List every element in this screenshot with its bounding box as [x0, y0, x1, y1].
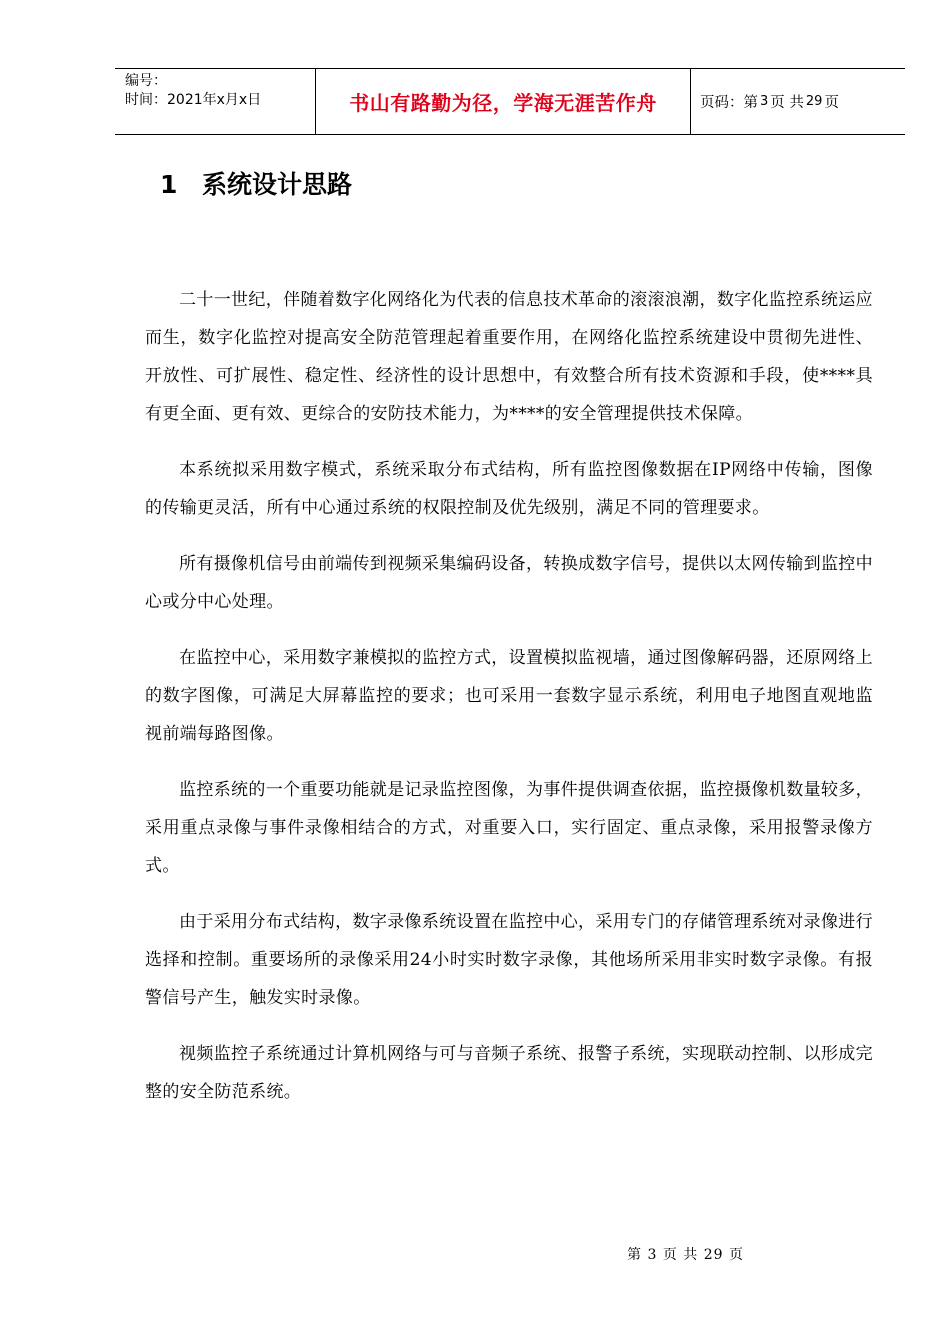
- header-page-total: 29: [805, 94, 823, 109]
- paragraph-5: 监控系统的一个重要功能就是记录监控图像，为事件提供调查依据，监控摄像机数量较多，采用重点录像与事件录像相结合的方式，对重要入口，实行固定、重点录像，采用报警录像方式。: [145, 780, 873, 876]
- footer-page-number: 第 3 页 共 29 页: [627, 1247, 744, 1263]
- section-number: 1: [160, 170, 178, 199]
- paragraph-6: 由于采用分布式结构，数字录像系统设置在监控中心，采用专门的存储管理系统对录像进行选择和控制。重要场所的录像采用24小时实时数字录像，其他场所采用非实时数字录像。有报警信号产生，触发实时录像。: [145, 912, 873, 1008]
- body-content: [145, 281, 873, 1129]
- page-header: [115, 68, 905, 135]
- header-motto-cell: [316, 69, 691, 134]
- section-title: 系统设计思路: [202, 170, 353, 199]
- page-footer: [0, 1244, 950, 1264]
- paragraph-4: 在监控中心，采用数字兼模拟的监控方式，设置模拟监视墙，通过图像解码器，还原网络上的数字图像，可满足大屏幕监控的要求；也可采用一套数字显示系统，利用电子地图直观地监视前端每路图像。: [145, 648, 873, 744]
- paragraph-1: 二十一世纪，伴随着数字化网络化为代表的信息技术革命的滚滚浪潮，数字化监控系统运应而生，数字化监控对提高安全防范管理起着重要作用，在网络化监控系统建设中贯彻先进性、开放性、可扩展性、稳定性、经济性的设计思想中，有效整合所有技术资源和手段，使****具有更全面、更有效、更综合的安防技术能力，为****的安全管理提供技术保障。: [145, 290, 873, 424]
- header-page-mid: 页 共: [770, 95, 804, 111]
- header-page-prefix: 页码：第: [700, 95, 758, 111]
- header-motto: 书山有路勤为径，学海无涯苦作舟: [349, 91, 657, 115]
- header-page-current: 3: [760, 94, 769, 109]
- header-meta-cell: [115, 69, 316, 134]
- paragraph-3: 所有摄像机信号由前端传到视频采集编码设备，转换成数字信号，提供以太网传输到监控中心或分中心处理。: [145, 554, 873, 612]
- document-number-label: 编号：: [125, 73, 167, 89]
- section-heading: [160, 168, 352, 202]
- paragraph-2: 本系统拟采用数字模式，系统采取分布式结构，所有监控图像数据在IP网络中传输，图像的传输更灵活，所有中心通过系统的权限控制及优先级别，满足不同的管理要求。: [145, 460, 873, 518]
- paragraph-7: 视频监控子系统通过计算机网络与可与音频子系统、报警子系统，实现联动控制、以形成完整的安全防范系统。: [145, 1044, 873, 1102]
- header-page-cell: [691, 69, 905, 134]
- header-page-suffix: 页: [824, 95, 839, 111]
- document-time-label: 时间：2021年x月x日: [125, 92, 262, 108]
